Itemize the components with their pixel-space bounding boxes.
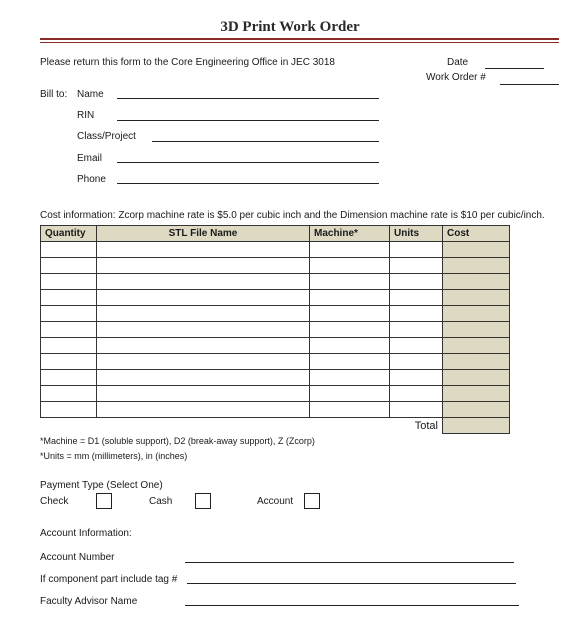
machine-cell[interactable] [310, 242, 390, 258]
table-header-row [41, 226, 510, 242]
faculty-advisor-field[interactable] [185, 605, 519, 606]
title-rule-thick [40, 38, 559, 40]
date-field[interactable] [485, 68, 544, 69]
stl-file-cell[interactable] [97, 354, 310, 370]
class-project-field[interactable] [152, 141, 379, 142]
component-tag-field[interactable] [187, 583, 516, 584]
quantity-cell[interactable] [41, 402, 97, 418]
cost-cell[interactable] [443, 386, 510, 402]
table-row [41, 338, 510, 354]
payment-type-label: Payment Type (Select One) [40, 480, 163, 491]
units-cell[interactable] [390, 290, 443, 306]
table-row [41, 386, 510, 402]
rin-field[interactable] [117, 120, 379, 121]
cost-cell[interactable] [443, 338, 510, 354]
machine-cell[interactable] [310, 354, 390, 370]
quantity-cell[interactable] [41, 386, 97, 402]
rin-label: RIN [77, 110, 95, 121]
total-row [41, 418, 510, 434]
cost-cell[interactable] [443, 242, 510, 258]
units-cell[interactable] [390, 354, 443, 370]
header-quantity: Quantity [41, 226, 97, 242]
cost-table [40, 225, 510, 434]
stl-file-cell[interactable] [97, 370, 310, 386]
stl-file-cell[interactable] [97, 290, 310, 306]
quantity-cell[interactable] [41, 242, 97, 258]
email-field[interactable] [117, 162, 379, 163]
quantity-cell[interactable] [41, 354, 97, 370]
cash-checkbox[interactable] [195, 493, 211, 509]
cost-cell[interactable] [443, 354, 510, 370]
quantity-cell[interactable] [41, 290, 97, 306]
machine-cell[interactable] [310, 290, 390, 306]
table-row [41, 402, 510, 418]
quantity-cell[interactable] [41, 274, 97, 290]
stl-file-cell[interactable] [97, 338, 310, 354]
units-cell[interactable] [390, 258, 443, 274]
cost-information: Cost information: Zcorp machine rate is $5.0 per cubic inch and the Dimension machine rate is $10 per cubic/inch. [40, 210, 545, 221]
stl-file-cell[interactable] [97, 306, 310, 322]
machine-cell[interactable] [310, 402, 390, 418]
check-checkbox[interactable] [96, 493, 112, 509]
work-order-label: Work Order # [426, 72, 486, 83]
bill-to-label: Bill to: [40, 89, 68, 100]
machine-footnote: *Machine = D1 (soluble support), D2 (break-away support), Z (Zcorp) [40, 436, 315, 446]
stl-file-cell[interactable] [97, 402, 310, 418]
name-label: Name [77, 89, 104, 100]
phone-field[interactable] [117, 183, 379, 184]
units-cell[interactable] [390, 242, 443, 258]
account-number-field[interactable] [185, 562, 514, 563]
units-cell[interactable] [390, 370, 443, 386]
table-row [41, 370, 510, 386]
cost-cell[interactable] [443, 258, 510, 274]
total-cost-cell[interactable] [443, 418, 510, 434]
name-field[interactable] [117, 98, 379, 99]
date-label: Date [447, 57, 469, 68]
units-footnote: *Units = mm (millimeters), in (inches) [40, 451, 188, 461]
form-title: 3D Print Work Order [220, 19, 360, 35]
machine-cell[interactable] [310, 386, 390, 402]
table-row [41, 290, 510, 306]
units-cell[interactable] [390, 306, 443, 322]
table-row [41, 306, 510, 322]
cost-cell[interactable] [443, 322, 510, 338]
machine-cell[interactable] [310, 322, 390, 338]
account-checkbox[interactable] [304, 493, 320, 509]
title-rule-thin [40, 42, 559, 43]
return-note: Please return this form to the Core Engineering Office in JEC 3018 [40, 57, 335, 68]
cost-cell[interactable] [443, 290, 510, 306]
header-cost: Cost [443, 226, 510, 242]
table-row [41, 242, 510, 258]
machine-cell[interactable] [310, 370, 390, 386]
units-cell[interactable] [390, 338, 443, 354]
table-row [41, 354, 510, 370]
units-cell[interactable] [390, 386, 443, 402]
quantity-cell[interactable] [41, 370, 97, 386]
machine-cell[interactable] [310, 306, 390, 322]
check-label: Check [40, 496, 69, 507]
email-label: Email [77, 153, 103, 164]
class-project-label: Class/Project [77, 131, 136, 142]
cost-cell[interactable] [443, 370, 510, 386]
stl-file-cell[interactable] [97, 258, 310, 274]
table-row [41, 258, 510, 274]
stl-file-cell[interactable] [97, 242, 310, 258]
cost-cell[interactable] [443, 274, 510, 290]
component-tag-label: If component part include tag # [40, 574, 178, 585]
units-cell[interactable] [390, 322, 443, 338]
account-number-label: Account Number [40, 552, 115, 563]
quantity-cell[interactable] [41, 322, 97, 338]
stl-file-cell[interactable] [97, 322, 310, 338]
header-machine: Machine* [310, 226, 390, 242]
work-order-field[interactable] [500, 84, 559, 85]
machine-cell[interactable] [310, 338, 390, 354]
total-label: Total [414, 419, 438, 432]
table-row [41, 322, 510, 338]
quantity-cell[interactable] [41, 258, 97, 274]
cost-cell[interactable] [443, 402, 510, 418]
account-information-heading: Account Information: [40, 528, 132, 539]
stl-file-cell[interactable] [97, 386, 310, 402]
units-cell[interactable] [390, 274, 443, 290]
table-row [41, 274, 510, 290]
quantity-cell[interactable] [41, 338, 97, 354]
cost-cell[interactable] [443, 306, 510, 322]
phone-label: Phone [77, 174, 106, 185]
header-units: Units [390, 226, 443, 242]
header-stl-file-name: STL File Name [97, 226, 310, 242]
stl-file-cell[interactable] [97, 274, 310, 290]
machine-cell[interactable] [310, 274, 390, 290]
machine-cell[interactable] [310, 258, 390, 274]
units-cell[interactable] [390, 402, 443, 418]
account-label: Account [257, 496, 294, 507]
cash-label: Cash [149, 496, 173, 507]
table-body [41, 242, 510, 434]
faculty-advisor-label: Faculty Advisor Name [40, 596, 138, 607]
quantity-cell[interactable] [41, 306, 97, 322]
